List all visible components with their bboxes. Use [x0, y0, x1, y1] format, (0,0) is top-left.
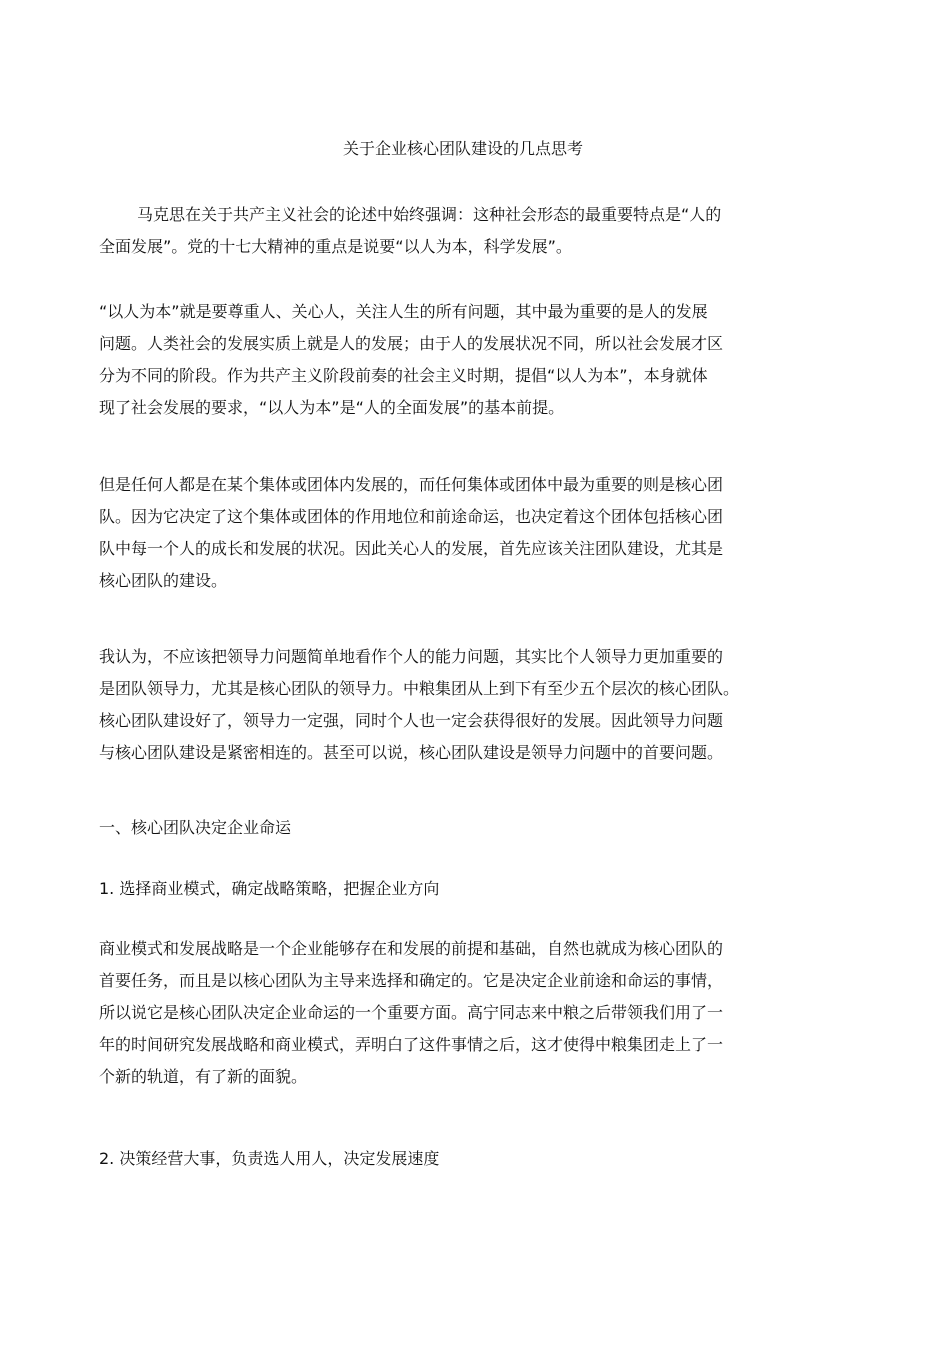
text-line: 首要任务，而且是以核心团队为主导来选择和确定的。它是决定企业前途和命运的事情， — [99, 971, 724, 990]
paragraph-core-team — [99, 469, 859, 597]
text-line: 我认为，不应该把领导力问题简单地看作个人的能力问题，其实比个人领导力更加重要的 — [99, 647, 724, 666]
text-line: 问题。人类社会的发展实质上就是人的发展；由于人的发展状况不同，所以社会发展才区 — [99, 334, 724, 353]
paragraph-leadership — [99, 641, 859, 769]
text-line: 但是任何人都是在某个集体或团体内发展的，而任何集体或团体中最为重要的则是核心团 — [99, 475, 724, 494]
subsection-heading — [99, 1143, 859, 1175]
text-line: 商业模式和发展战略是一个企业能够存在和发展的前提和基础，自然也就成为核心团队的 — [99, 939, 724, 958]
text-line: 1. 选择商业模式，确定战略策略，把握企业方向 — [99, 879, 440, 898]
text-line: 所以说它是核心团队决定企业命运的一个重要方面。高宁同志来中粮之后带领我们用了一 — [99, 1003, 724, 1022]
paragraph-business-model — [99, 933, 859, 1093]
text-line: 与核心团队建设是紧密相连的。甚至可以说，核心团队建设是领导力问题中的首要问题。 — [99, 743, 724, 762]
paragraph-intro — [99, 199, 859, 263]
text-line: 队中每一个人的成长和发展的状况。因此关心人的发展，首先应该关注团队建设，尤其是 — [99, 539, 724, 558]
text-line: 一、核心团队决定企业命运 — [99, 818, 292, 837]
subsection-heading — [99, 873, 859, 905]
text-line: “以人为本”就是要尊重人、关心人，关注人生的所有问题，其中最为重要的是人的发展 — [99, 302, 708, 321]
text-line: 年的时间研究发展战略和商业模式，弄明白了这件事情之后，这才使得中粮集团走上了一 — [99, 1035, 724, 1054]
text-line: 核心团队建设好了，领导力一定强，同时个人也一定会获得很好的发展。因此领导力问题 — [99, 711, 724, 730]
text-line: 2. 决策经营大事，负责选人用人，决定发展速度 — [99, 1149, 440, 1168]
document-title: 关于企业核心团队建设的几点思考 — [342, 139, 583, 158]
text-line: 队。因为它决定了这个集体或团体的作用地位和前途命运，也决定着这个团体包括核心团 — [99, 507, 724, 526]
text-line: 是团队领导力，尤其是核心团队的领导力。中粮集团从上到下有至少五个层次的核心团队。 — [99, 679, 740, 698]
text-line: 个新的轨道，有了新的面貌。 — [99, 1067, 308, 1086]
text-line: 分为不同的阶段。作为共产主义阶段前奏的社会主义时期，提倡“以人为本”，本身就体 — [99, 366, 708, 385]
text-line: 核心团队的建设。 — [99, 571, 228, 590]
section-heading — [99, 812, 859, 844]
text-line: 现了社会发展的要求，“以人为本”是“人的全面发展”的基本前提。 — [99, 398, 565, 417]
paragraph-people-oriented — [99, 296, 859, 424]
text-line: 全面发展”。党的十七大精神的重点是说要“以人为本，科学发展”。 — [99, 237, 572, 256]
text-line: 马克思在关于共产主义社会的论述中始终强调：这种社会形态的最重要特点是“人的 — [137, 205, 722, 224]
